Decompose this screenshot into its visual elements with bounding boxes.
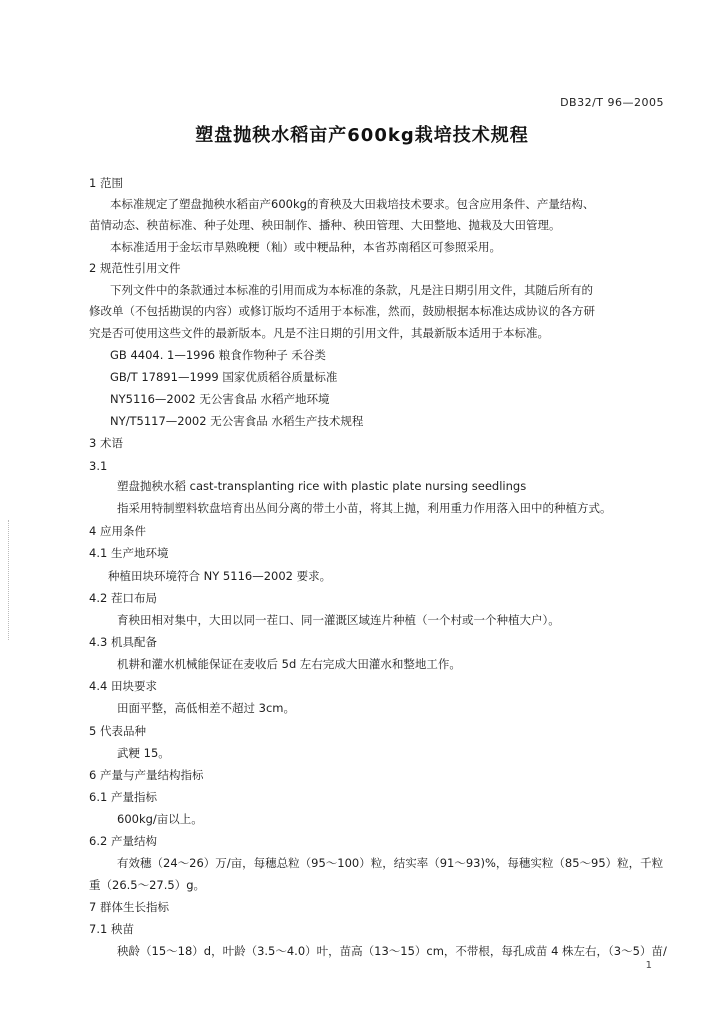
subsection-heading: 7.1 秧苗 — [89, 922, 134, 936]
paragraph-line: 指采用特制塑料软盘培育出丛间分离的带土小苗，将其上抛，利用重力作用落入田中的种植方式。 — [117, 501, 612, 515]
section-heading: 5 代表品种 — [89, 724, 146, 738]
paragraph-line: 田面平整，高低相差不超过 3cm。 — [117, 701, 295, 715]
paragraph-line: 武粳 15。 — [117, 746, 170, 760]
subsection-heading: 4.2 茬口布局 — [89, 591, 157, 605]
reference-item: NY5116—2002 无公害食品 水稻产地环境 — [110, 392, 330, 406]
subsection-heading: 3.1 — [89, 459, 108, 473]
section-heading: 2 规范性引用文件 — [89, 261, 181, 275]
paragraph-line: 究是否可使用这些文件的最新版本。凡是不注日期的引用文件，其最新版本适用于本标准。 — [89, 326, 549, 340]
paragraph-line: 育秧田相对集中，大田以同一茬口、同一灌溉区域连片种植（一个村或一个种植大户）。 — [117, 613, 560, 627]
paragraph-line: 重（26.5～27.5）g。 — [89, 878, 206, 892]
section-heading: 3 术语 — [89, 436, 123, 450]
paragraph-line: 本标准规定了塑盘抛秧水稻亩产600kg的育秧及大田栽培技术要求。包含应用条件、产量结构、 — [110, 197, 595, 211]
paragraph-line: 本标准适用于金坛市旱熟晚粳（籼）或中粳品种，本省苏南稻区可参照采用。 — [110, 240, 501, 254]
paragraph-line: 下列文件中的条款通过本标准的引用而成为本标准的条款，凡是注日期引用文件，其随后所有的 — [110, 283, 593, 297]
paragraph-line: 机耕和灌水机械能保证在麦收后 5d 左右完成大田灌水和整地工作。 — [117, 657, 461, 671]
paragraph-line: 有效穗（24～26）万/亩，每穗总粒（95～100）粒，结实率（91～93)%，每穗实粒（85～95）粒，千粒 — [117, 856, 664, 870]
section-heading: 1 范围 — [89, 176, 123, 190]
document-title: 塑盘抛秧水稻亩产600kg栽培技术规程 — [195, 125, 529, 146]
section-heading: 4 应用条件 — [89, 524, 146, 538]
reference-item: GB 4404. 1—1996 粮食作物种子 禾谷类 — [110, 348, 326, 362]
paragraph-line: 秧龄（15～18）d，叶龄（3.5～4.0）叶，苗高（13～15）cm，不带根，每孔成苗 4 株左右，（3～5）苗/ — [117, 944, 667, 958]
reference-item: GB/T 17891—1999 国家优质稻谷质量标准 — [110, 370, 338, 384]
term-definition-title: 塑盘抛秧水稻 cast-transplanting rice with plastic plate nursing seedlings — [117, 479, 527, 493]
page-number: 1 — [645, 960, 652, 971]
paragraph-line: 种植田块环境符合 NY 5116—2002 要求。 — [108, 569, 332, 583]
subsection-heading: 6.2 产量结构 — [89, 834, 157, 848]
section-heading: 7 群体生长指标 — [89, 900, 169, 914]
paragraph-line: 苗情动态、秧苗标准、种子处理、秧田制作、播种、秧田管理、大田整地、抛栽及大田管理。 — [89, 218, 561, 232]
subsection-heading: 4.4 田块要求 — [89, 679, 157, 693]
reference-item: NY/T5117—2002 无公害食品 水稻生产技术规程 — [110, 414, 364, 428]
paragraph-line: 修改单（不包括勘误的内容）或修订版均不适用于本标准，然而，鼓励根据本标准达成协议的各方研 — [89, 304, 595, 318]
scan-margin-mark — [8, 520, 10, 640]
subsection-heading: 4.3 机具配备 — [89, 635, 157, 649]
subsection-heading: 4.1 生产地环境 — [89, 546, 169, 560]
section-heading: 6 产量与产量结构指标 — [89, 768, 204, 782]
document-code: DB32/T 96—2005 — [560, 96, 664, 109]
subsection-heading: 6.1 产量指标 — [89, 790, 157, 804]
paragraph-line: 600kg/亩以上。 — [117, 812, 203, 826]
